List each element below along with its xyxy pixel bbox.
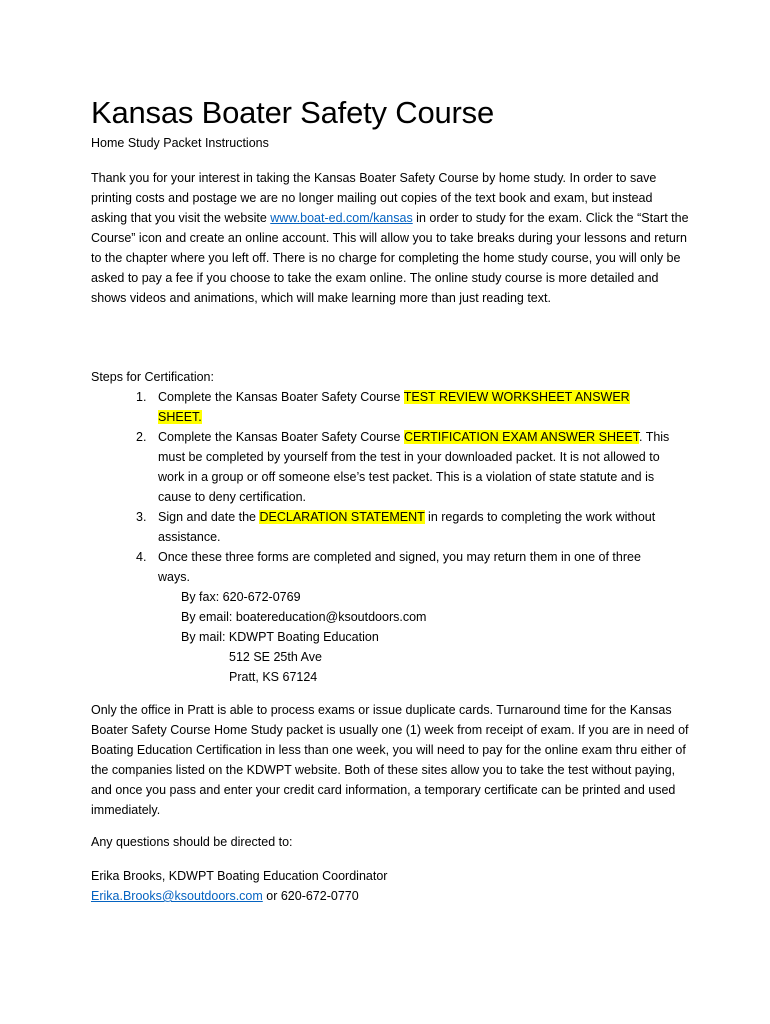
step-text: Once these three forms are completed and signed, you may return them in one of three ways.: [158, 550, 641, 584]
step-number: 1.: [136, 390, 147, 404]
step-highlight: TEST REVIEW WORKSHEET ANSWER SHEET.: [158, 390, 630, 424]
fax-line: By fax: 620-672-0769: [181, 590, 301, 604]
step-item: [91, 507, 671, 547]
email-line: By email: boatereducation@ksoutdoors.com: [181, 610, 427, 624]
step-item: [91, 387, 671, 427]
step-text-after: in regards to completing the work without assistance.: [158, 510, 656, 544]
step-text: Complete the Kansas Boater Safety Course: [158, 430, 404, 444]
boat-ed-link[interactable]: www.boat-ed.com/kansas: [270, 211, 413, 225]
closing-paragraph: Only the office in Pratt is able to process exams or issue duplicate cards. Turnaround time for the Kansas Boater Safety Course Home Study packet is usually one (1) week from receipt of exam. If you are in need of Boating Education Certification in less than one week, you will need to pay for the online exam thru either of the companies listed on the KDWPT website. Both of these sites allow you to take the test without paying, and once you pass and enter your credit card information, a temporary certificate can be printed and used immediately.: [91, 703, 689, 817]
coordinator-email-link[interactable]: Erika.Brooks@ksoutdoors.com: [91, 889, 263, 903]
coordinator-phone: or 620-672-0770: [262, 889, 359, 903]
step-number: 3.: [136, 510, 147, 524]
address-line-1: 512 SE 25th Ave: [229, 650, 322, 664]
steps-list: [91, 387, 671, 687]
intro-text-before: Thank you for your interest in taking the Kansas Boater Safety Course by home study. In order to save printing costs and postage we are no longer mailing out copies of the text book and exam, but instead asking that you visit the website: [91, 171, 657, 225]
step-text: Complete the Kansas Boater Safety Course: [158, 390, 404, 404]
step-highlight: DECLARATION STATEMENT: [259, 510, 425, 524]
step-text: Sign and date the: [158, 510, 260, 524]
steps-heading: Steps for Certification:: [91, 370, 214, 384]
step-highlight: CERTIFICATION EXAM ANSWER SHEET: [403, 430, 639, 444]
step-number: 4.: [136, 550, 147, 564]
step-number: 2.: [136, 430, 147, 444]
page-subtitle: Home Study Packet Instructions: [91, 136, 269, 150]
coordinator-block: [91, 866, 691, 906]
contact-methods: [158, 587, 671, 687]
page-title: Kansas Boater Safety Course: [91, 95, 494, 130]
step-item: [91, 427, 671, 507]
step-text-after: . This must be completed by yourself from the test in your downloaded packet. It is not allowed to work in a group or off someone else’s test packet. This is a violation of state statute and is cause to deny certification.: [158, 430, 670, 504]
intro-text-after: in order to study for the exam. Click the “Start the Course” icon and create an online account. This will allow you to take breaks during your lessons and return to the chapter where you left off. There is no charge for completing the home study course, you will only be asked to pay a fee if you choose to take the exam online. The online study course is more detailed and shows videos and animations, which will make learning more than just reading text.: [91, 211, 689, 305]
step-item: [91, 547, 671, 687]
questions-line: Any questions should be directed to:: [91, 835, 293, 849]
mail-line: By mail: KDWPT Boating Education: [181, 630, 379, 644]
intro-paragraph: [91, 168, 691, 308]
coordinator-name: Erika Brooks, KDWPT Boating Education Coordinator: [91, 869, 388, 883]
address-line-2: Pratt, KS 67124: [229, 670, 318, 684]
